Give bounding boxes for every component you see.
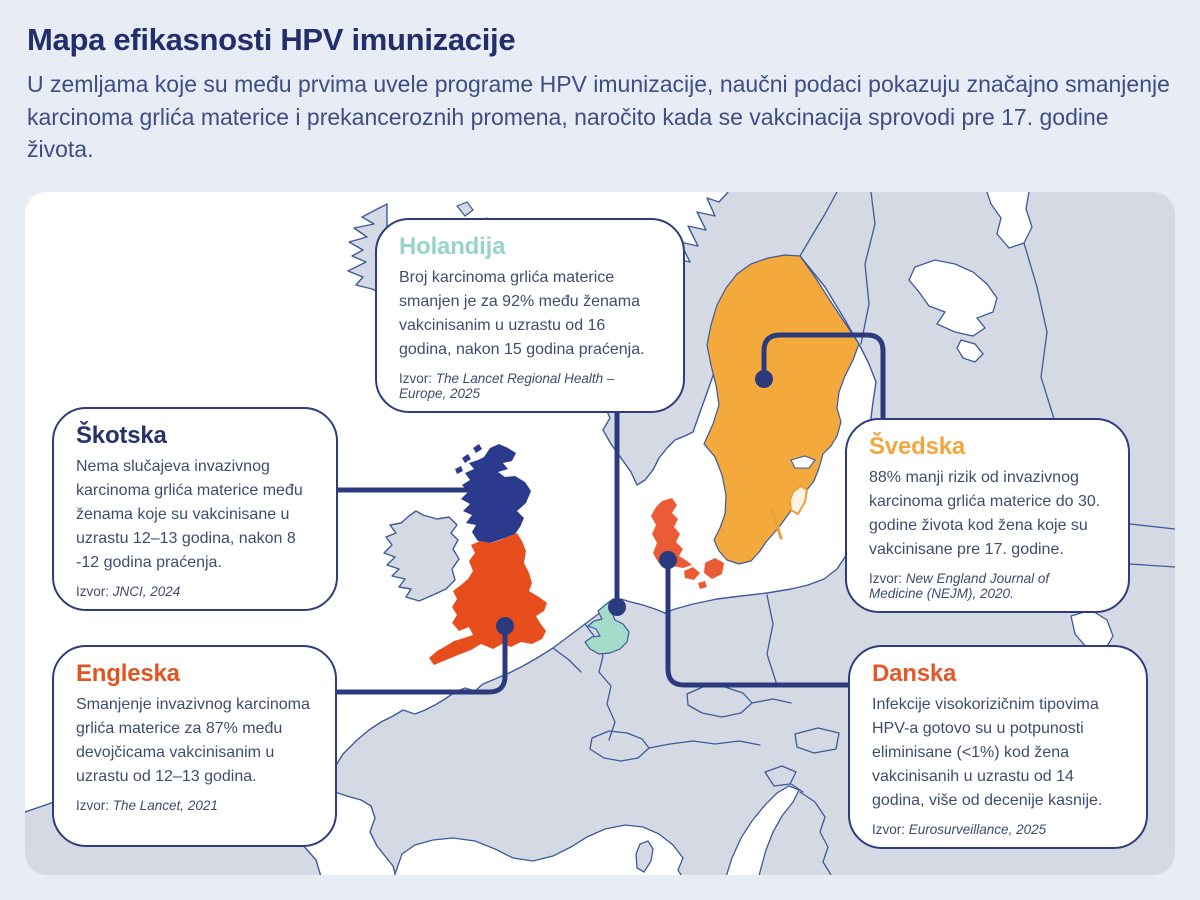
callout-title: Škotska xyxy=(76,422,167,449)
callout-source: Izvor: New England Journal of Medicine (NEJM), 2020. xyxy=(869,571,1050,601)
header xyxy=(27,22,1177,166)
page-subtitle: U zemljama koje su među prvima uvele programe HPV imunizacije, naučni podaci pokazuju značajno smanjenje karcinoma grlića materice i prekanceroznih promena, naročito kada se vakcinacija sprovodi pre 17. godine života. xyxy=(27,71,1170,163)
callout-title: Danska xyxy=(872,660,957,687)
dot-denmark xyxy=(659,551,677,569)
callout-engleska xyxy=(52,645,337,847)
callout-body: Nema slučajeva invazivnog karcinoma grlića materice među ženama koje su vakcinisane u uzrastu 12–13 godina, nakon 8 -12 godina praćenja. xyxy=(76,458,303,571)
map-ireland xyxy=(384,511,459,601)
page-title: Mapa efikasnosti HPV imunizacije xyxy=(27,22,516,57)
callout-body: Broj karcinoma grlića materice smanjen je za 92% među ženama vakcinisanim u uzrastu od 16 godina, nakon 15 godina praćenja. xyxy=(399,269,645,358)
dot-netherlands xyxy=(608,598,626,616)
callout-body: Infekcije visokorizičnim tipovima HPV-a gotovo su u potpunosti eliminisane (<1%) kod žena vakcinisanih u uzrastu od 14 godina, više od decenije kasnije. xyxy=(872,696,1103,809)
callout-holandija xyxy=(375,218,685,413)
callout-skotska xyxy=(52,407,338,611)
callout-source: Izvor: The Lancet, 2021 xyxy=(76,798,218,813)
map-country-scotland xyxy=(461,444,531,545)
callout-title: Holandija xyxy=(399,233,506,260)
callout-body: 88% manji rizik od invazivnog karcinoma grlića materice do 30. godine života kod žena koje su vakcinisane pre 17. godine. xyxy=(869,469,1101,558)
callout-source: Izvor: The Lancet Regional Health – Europe, 2025 xyxy=(399,371,615,401)
callout-danska xyxy=(848,645,1148,849)
callout-title: Švedska xyxy=(869,433,966,460)
callout-body: Smanjenje invazivnog karcinoma grlića materice za 87% među devojčicama vakcinisanim u uzrastu od 12–13 godina. xyxy=(76,696,310,785)
dot-sweden xyxy=(755,370,773,388)
dot-england xyxy=(496,617,514,635)
callout-svedska xyxy=(845,418,1130,613)
callout-source: Izvor: Eurosurveillance, 2025 xyxy=(872,822,1047,837)
callout-source: Izvor: JNCI, 2024 xyxy=(76,584,181,599)
callout-title: Engleska xyxy=(76,660,180,687)
